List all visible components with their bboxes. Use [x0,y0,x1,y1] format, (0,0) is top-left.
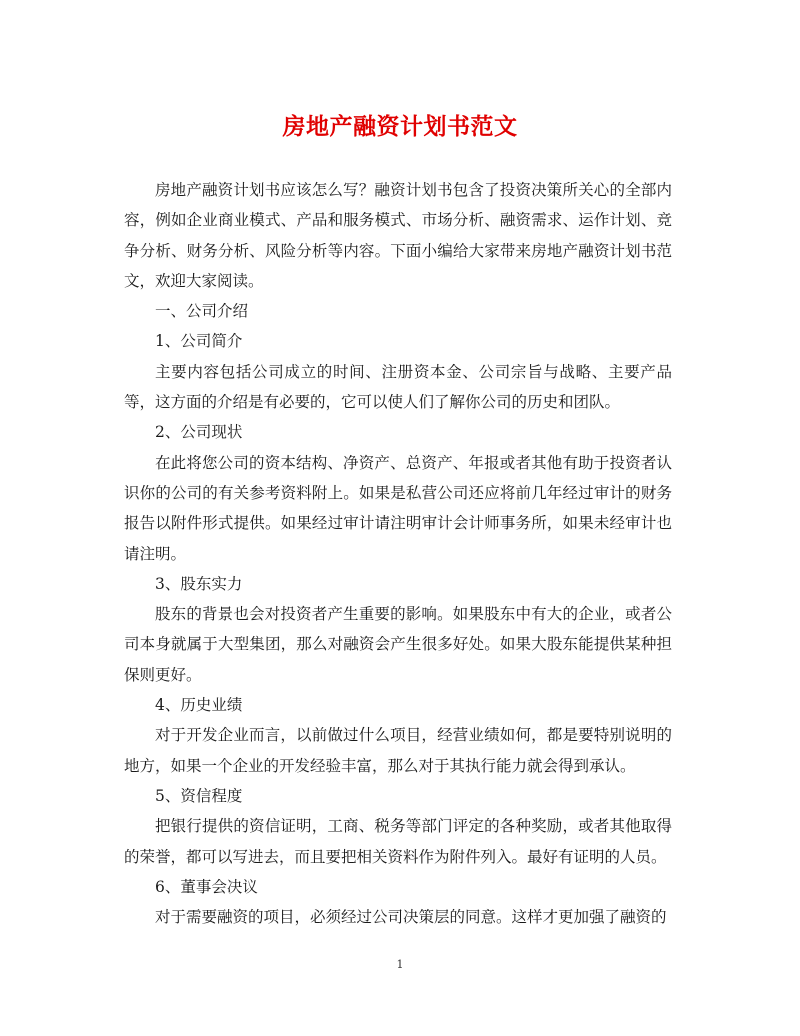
body-paragraph: 对于需要融资的项目，必须经过公司决策层的同意。这样才更加强了融资的 [155,908,667,927]
body-paragraph: 股东的背景也会对投资者产生重要的影响。如果股东中有大的企业，或者公司本身就属于大型集团，那么对融资会产生很多好处。如果大股东能提供某种担保则更好。 [124,605,672,684]
document-body [124,175,672,932]
subsection-heading: 6、董事会决议 [155,877,258,896]
body-paragraph: 主要内容包括公司成立的时间、注册资本金、公司宗旨与战略、主要产品等，这方面的介绍是有必要的，它可以使人们了解你公司的历史和团队。 [124,362,672,412]
body-paragraph: 对于开发企业而言，以前做过什么项目，经营业绩如何，都是要特别说明的地方，如果一个企业的开发经验丰富，那么对于其执行能力就会得到承认。 [124,726,672,775]
page-number: 1 [396,958,404,971]
intro-paragraph: 房地产融资计划书应该怎么写？融资计划书包含了投资决策所关心的全部内容，例如企业商业模式、产品和服务模式、市场分析、融资需求、运作计划、竞争分析、财务分析、风险分析等内容。下面小编给大家带来房地产融资计划书范文，欢迎大家阅读。 [124,181,672,290]
document-title: 房地产融资计划书范文 [282,113,518,140]
subsection-heading: 1、公司简介 [155,332,243,351]
section-heading: 一、公司介绍 [155,302,249,321]
subsection-heading: 3、股东实力 [155,574,243,593]
subsection-heading: 4、历史业绩 [155,696,243,715]
body-paragraph: 在此将您公司的资本结构、净资产、总资产、年报或者其他有助于投资者认识你的公司的有关参考资料附上。如果是私营公司还应将前几年经过审计的财务报告以附件形式提供。如果经过审计请注明审计会计师事务所，如果未经审计也请注明。 [124,453,672,563]
body-paragraph: 把银行提供的资信证明，工商、税务等部门评定的各种奖励，或者其他取得的荣誉，都可以写进去，而且要把相关资料作为附件列入。最好有证明的人员。 [124,817,672,866]
subsection-heading: 2、公司现状 [155,423,243,442]
subsection-heading: 5、资信程度 [155,786,243,805]
